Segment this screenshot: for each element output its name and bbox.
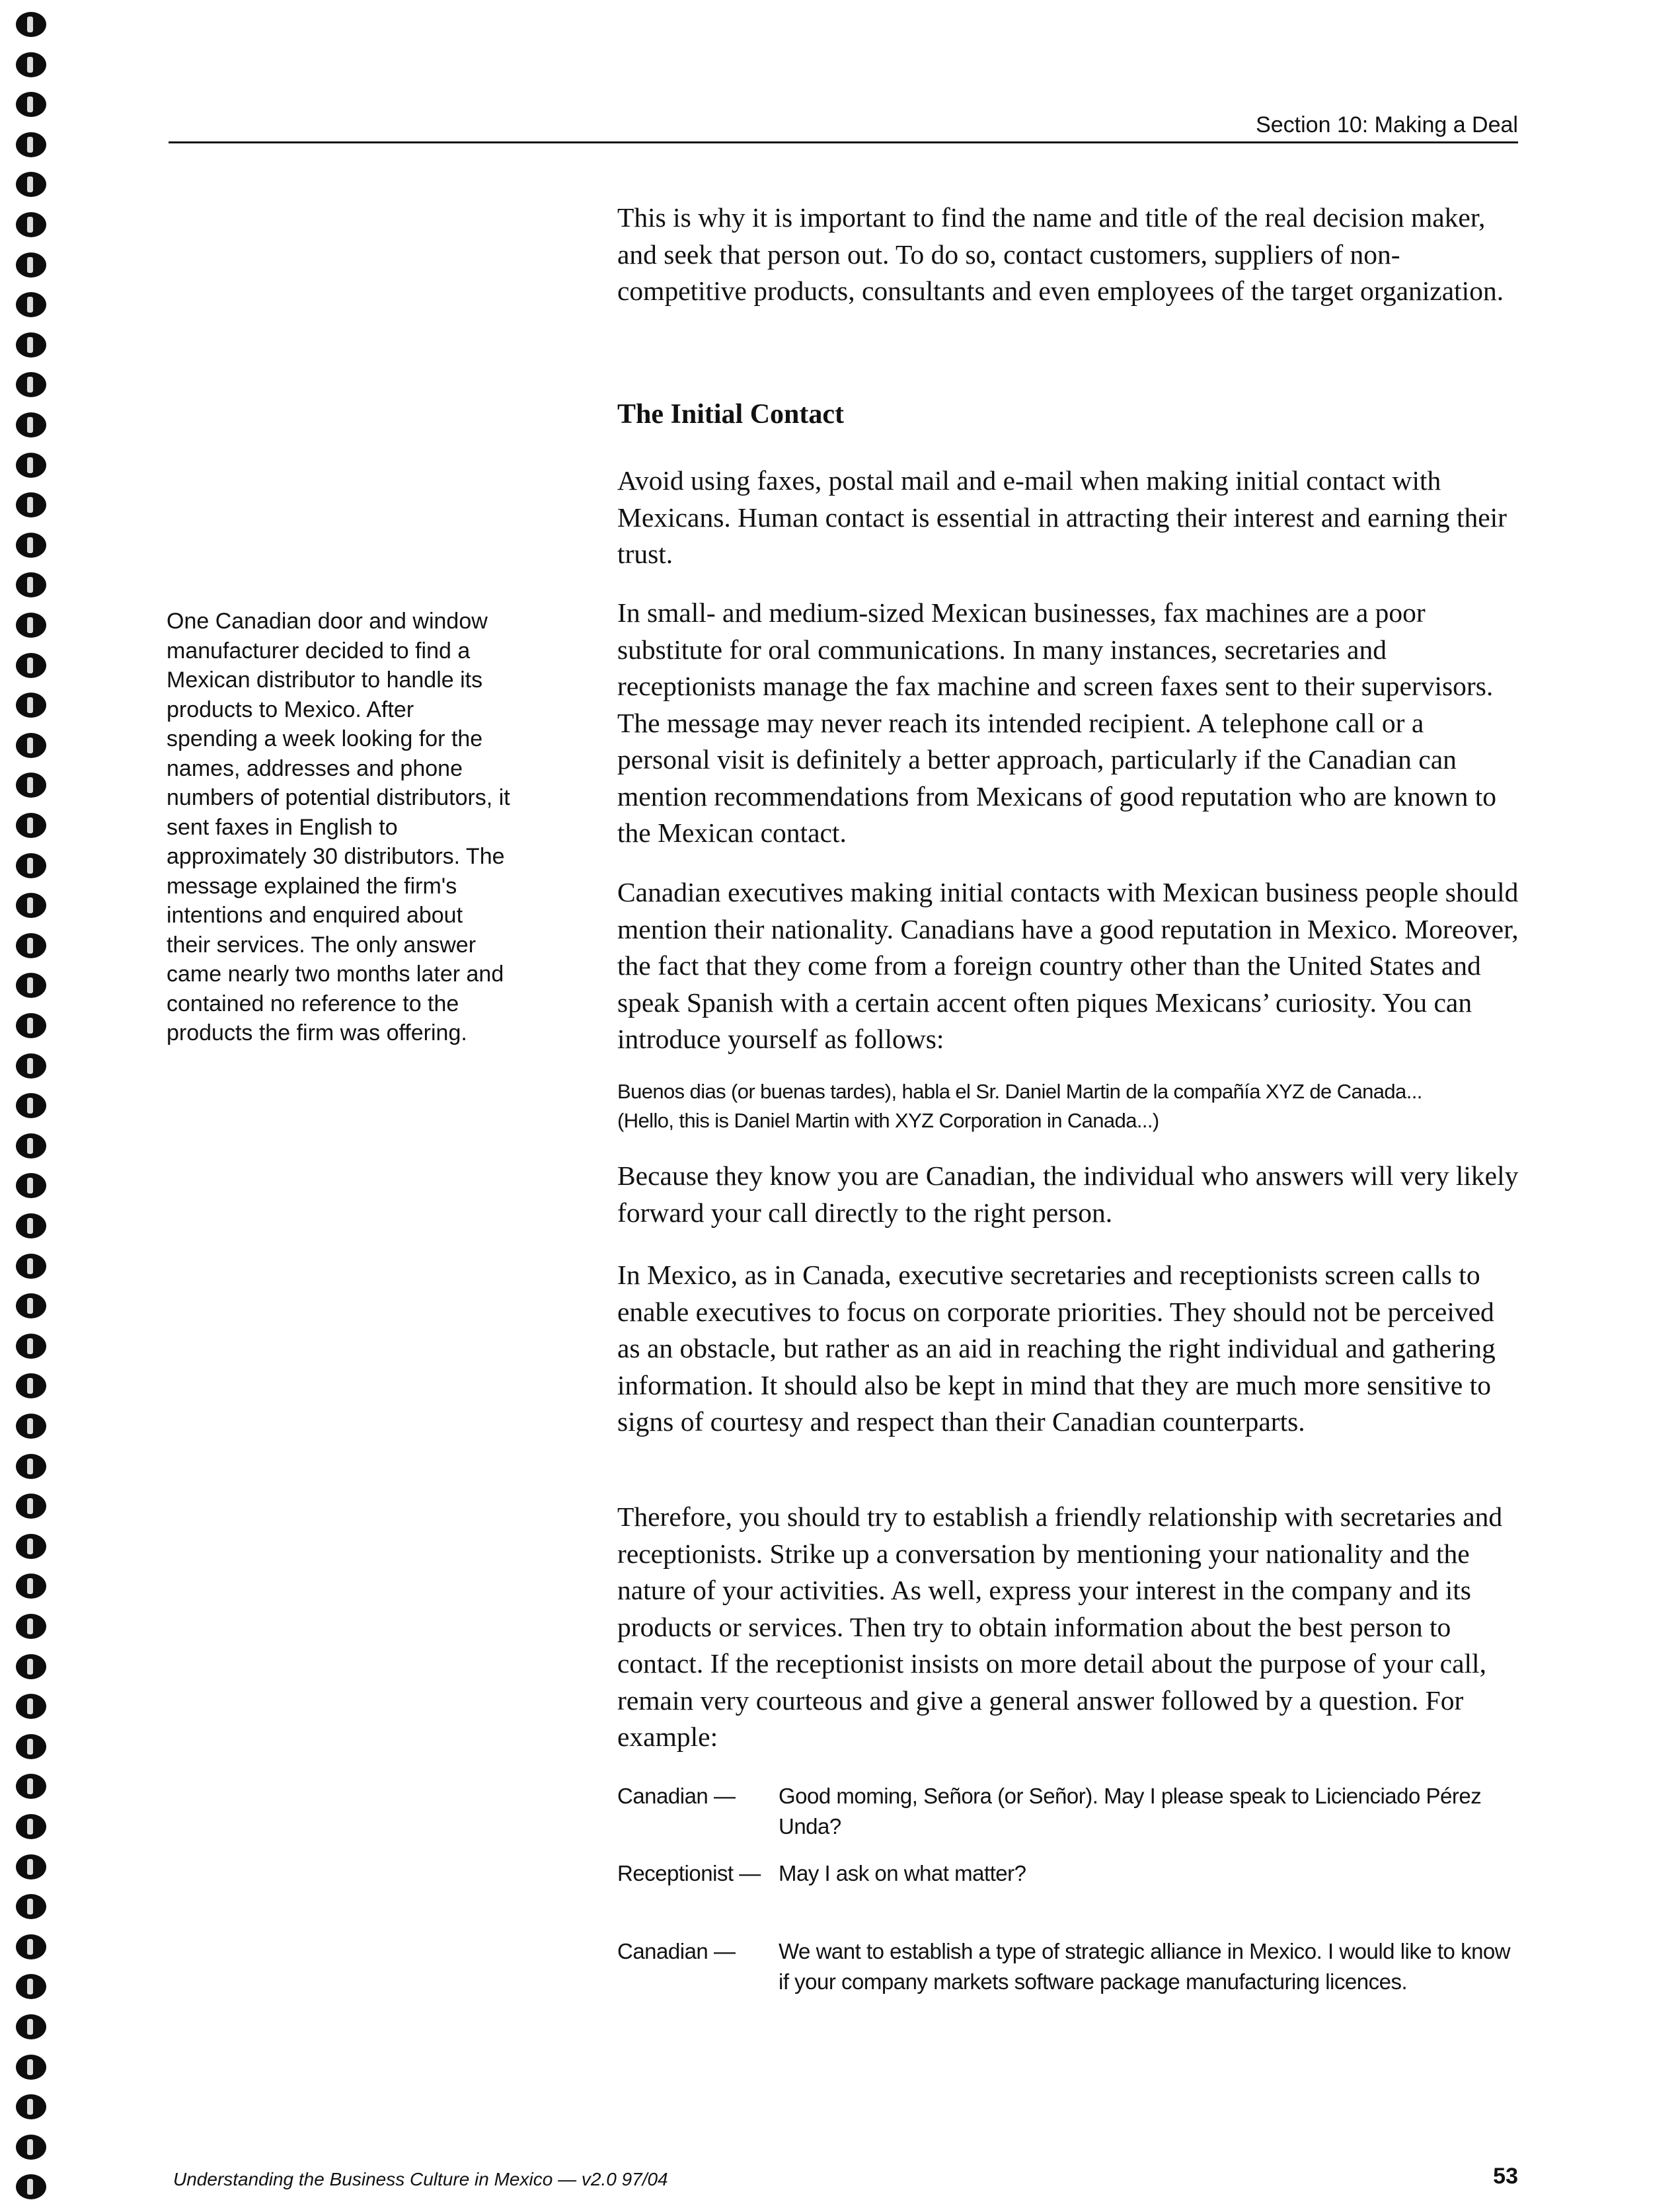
binding-hole [16, 973, 46, 998]
dialogue-line: Good moming, Señora (or Señor). May I please speak to Licienciado Pérez Unda? [779, 1784, 1482, 1839]
dialogue-speaker: Canadian — [617, 1784, 736, 1808]
binding-hole [16, 1414, 46, 1439]
paragraph-6: Therefore, you should try to establish a friendly relationship with secretaries and receptionists. Strike up a conversation by mentioning your nationality and the nature of your activities. As well, express your interest in the company and its products or services. Then try to obtain information about the best person to contact. If the receptionist insists on more detail about the purpose of your call, remain very courteous and give a general answer followed by a question. For example: [617, 1501, 1503, 1752]
binding-hole [16, 453, 46, 478]
binding-hole [16, 572, 46, 597]
binding-hole [16, 292, 46, 317]
binding-hole [16, 412, 46, 437]
dialogue-line: We want to establish a type of strategic alliance in Mexico. I would like to know if your company markets software package manufacturing licences. [779, 1939, 1511, 1994]
binding-hole [16, 2014, 46, 2039]
binding-hole [16, 613, 46, 638]
paragraph-3: Canadian executives making initial contacts with Mexican business people should mention their nationality. Canadians have a good reputation in Mexico. Moreover, the fact that they come from a foreign country other than the United States and speak Spanish with a certain accent often piques Mexicans’ curiosity. You can introduce yourself as follows: [617, 877, 1519, 1054]
binding-hole [16, 1934, 46, 1959]
binding-hole [16, 252, 46, 278]
intro-paragraph: This is why it is important to find the name and title of the real decision maker, and seek that person out. To do so, contact customers, suppliers of non-competitive products, consultants and even employees of the target organization. [617, 202, 1504, 306]
binding-hole [16, 893, 46, 918]
binding-hole [16, 212, 46, 237]
binding-hole [16, 2174, 46, 2199]
paragraph-1: Avoid using faxes, postal mail and e-mail when making initial contact with Mexicans. Human contact is essential in attracting their interest and earning their trust. [617, 465, 1507, 569]
binding-holes [0, 0, 59, 2200]
binding-hole [16, 1334, 46, 1359]
binding-hole [16, 2135, 46, 2160]
dialogue-speaker: Receptionist — [617, 1861, 761, 1885]
dialogue-speaker: Canadian — [617, 1939, 736, 1963]
section-heading: The Initial Contact [617, 399, 845, 430]
footer-title: Understanding the Business Culture in Mexico — v2.0 97/04 [173, 2169, 668, 2189]
binding-hole [16, 1494, 46, 1519]
binding-hole [16, 2094, 46, 2119]
binding-hole [16, 533, 46, 558]
binding-hole [16, 12, 46, 37]
dialogue-line: May I ask on what matter? [779, 1861, 1026, 1885]
binding-hole [16, 1053, 46, 1079]
paragraph-2: In small- and medium-sized Mexican businesses, fax machines are a poor substitute for oral communications. In many instances, secretaries and receptionists manage the fax machine and screen faxes sent to their supervisors. The message may never reach its intended recipient. A telephone call or a personal visit is definitely a better approach, particularly if the Canadian can mention recommendations from Mexicans of good reputation who are known to the Mexican contact. [617, 597, 1496, 848]
binding-hole [16, 813, 46, 838]
binding-hole [16, 1093, 46, 1118]
binding-hole [16, 1774, 46, 1799]
sample-spanish: Buenos dias (or buenas tardes), habla el Sr. Daniel Martin de la compañía XYZ de Canada... [617, 1080, 1422, 1103]
binding-hole [16, 1694, 46, 1719]
binding-hole [16, 492, 46, 517]
binding-hole [16, 1133, 46, 1158]
binding-hole [16, 853, 46, 878]
binding-hole [16, 332, 46, 358]
binding-hole [16, 1454, 46, 1479]
binding-hole [16, 372, 46, 397]
binding-hole [16, 1534, 46, 1559]
binding-hole [16, 1814, 46, 1839]
binding-hole [16, 1293, 46, 1318]
binding-hole [16, 933, 46, 958]
binding-hole [16, 1734, 46, 1759]
binding-hole [16, 172, 46, 197]
running-header: Section 10: Making a Deal [1256, 112, 1518, 137]
binding-hole [16, 2055, 46, 2080]
binding-hole [16, 92, 46, 117]
binding-hole [16, 1654, 46, 1679]
binding-hole [16, 132, 46, 157]
binding-hole [16, 733, 46, 758]
binding-hole [16, 1574, 46, 1599]
binding-hole [16, 1213, 46, 1238]
binding-hole [16, 1894, 46, 1919]
binding-hole [16, 1974, 46, 1999]
header-rule [169, 141, 1518, 143]
page-number: 53 [1493, 2164, 1518, 2189]
binding-hole [16, 1173, 46, 1198]
paragraph-4: Because they know you are Canadian, the individual who answers will very likely forward your call directly to the right person. [617, 1160, 1519, 1228]
sidebar-note: One Canadian door and window manufacturer decided to find a Mexican distributor to handle its products to Mexico. After spending a week looking for the names, addresses and phone numbers of potential distributors, it sent faxes in English to approximately 30 distributors. The message explained the firm's intentions and enquired about their services. The only answer came nearly two months later and contained no reference to the products the firm was offering. [167, 609, 510, 1045]
binding-hole [16, 1854, 46, 1879]
binding-hole [16, 773, 46, 798]
binding-hole [16, 693, 46, 718]
sample-english: (Hello, this is Daniel Martin with XYZ Corporation in Canada...) [617, 1109, 1159, 1132]
binding-hole [16, 1614, 46, 1639]
binding-hole [16, 1013, 46, 1038]
binding-hole [16, 52, 46, 77]
binding-hole [16, 1373, 46, 1398]
binding-hole [16, 1254, 46, 1279]
paragraph-5: In Mexico, as in Canada, executive secretaries and receptionists screen calls to enable executives to focus on corporate priorities. They should not be perceived as an obstacle, but rather as an aid in reaching the right individual and gathering information. It should also be kept in mind that they are much more sensitive to signs of courtesy and respect than their Canadian counterparts. [617, 1260, 1496, 1437]
binding-hole [16, 653, 46, 678]
